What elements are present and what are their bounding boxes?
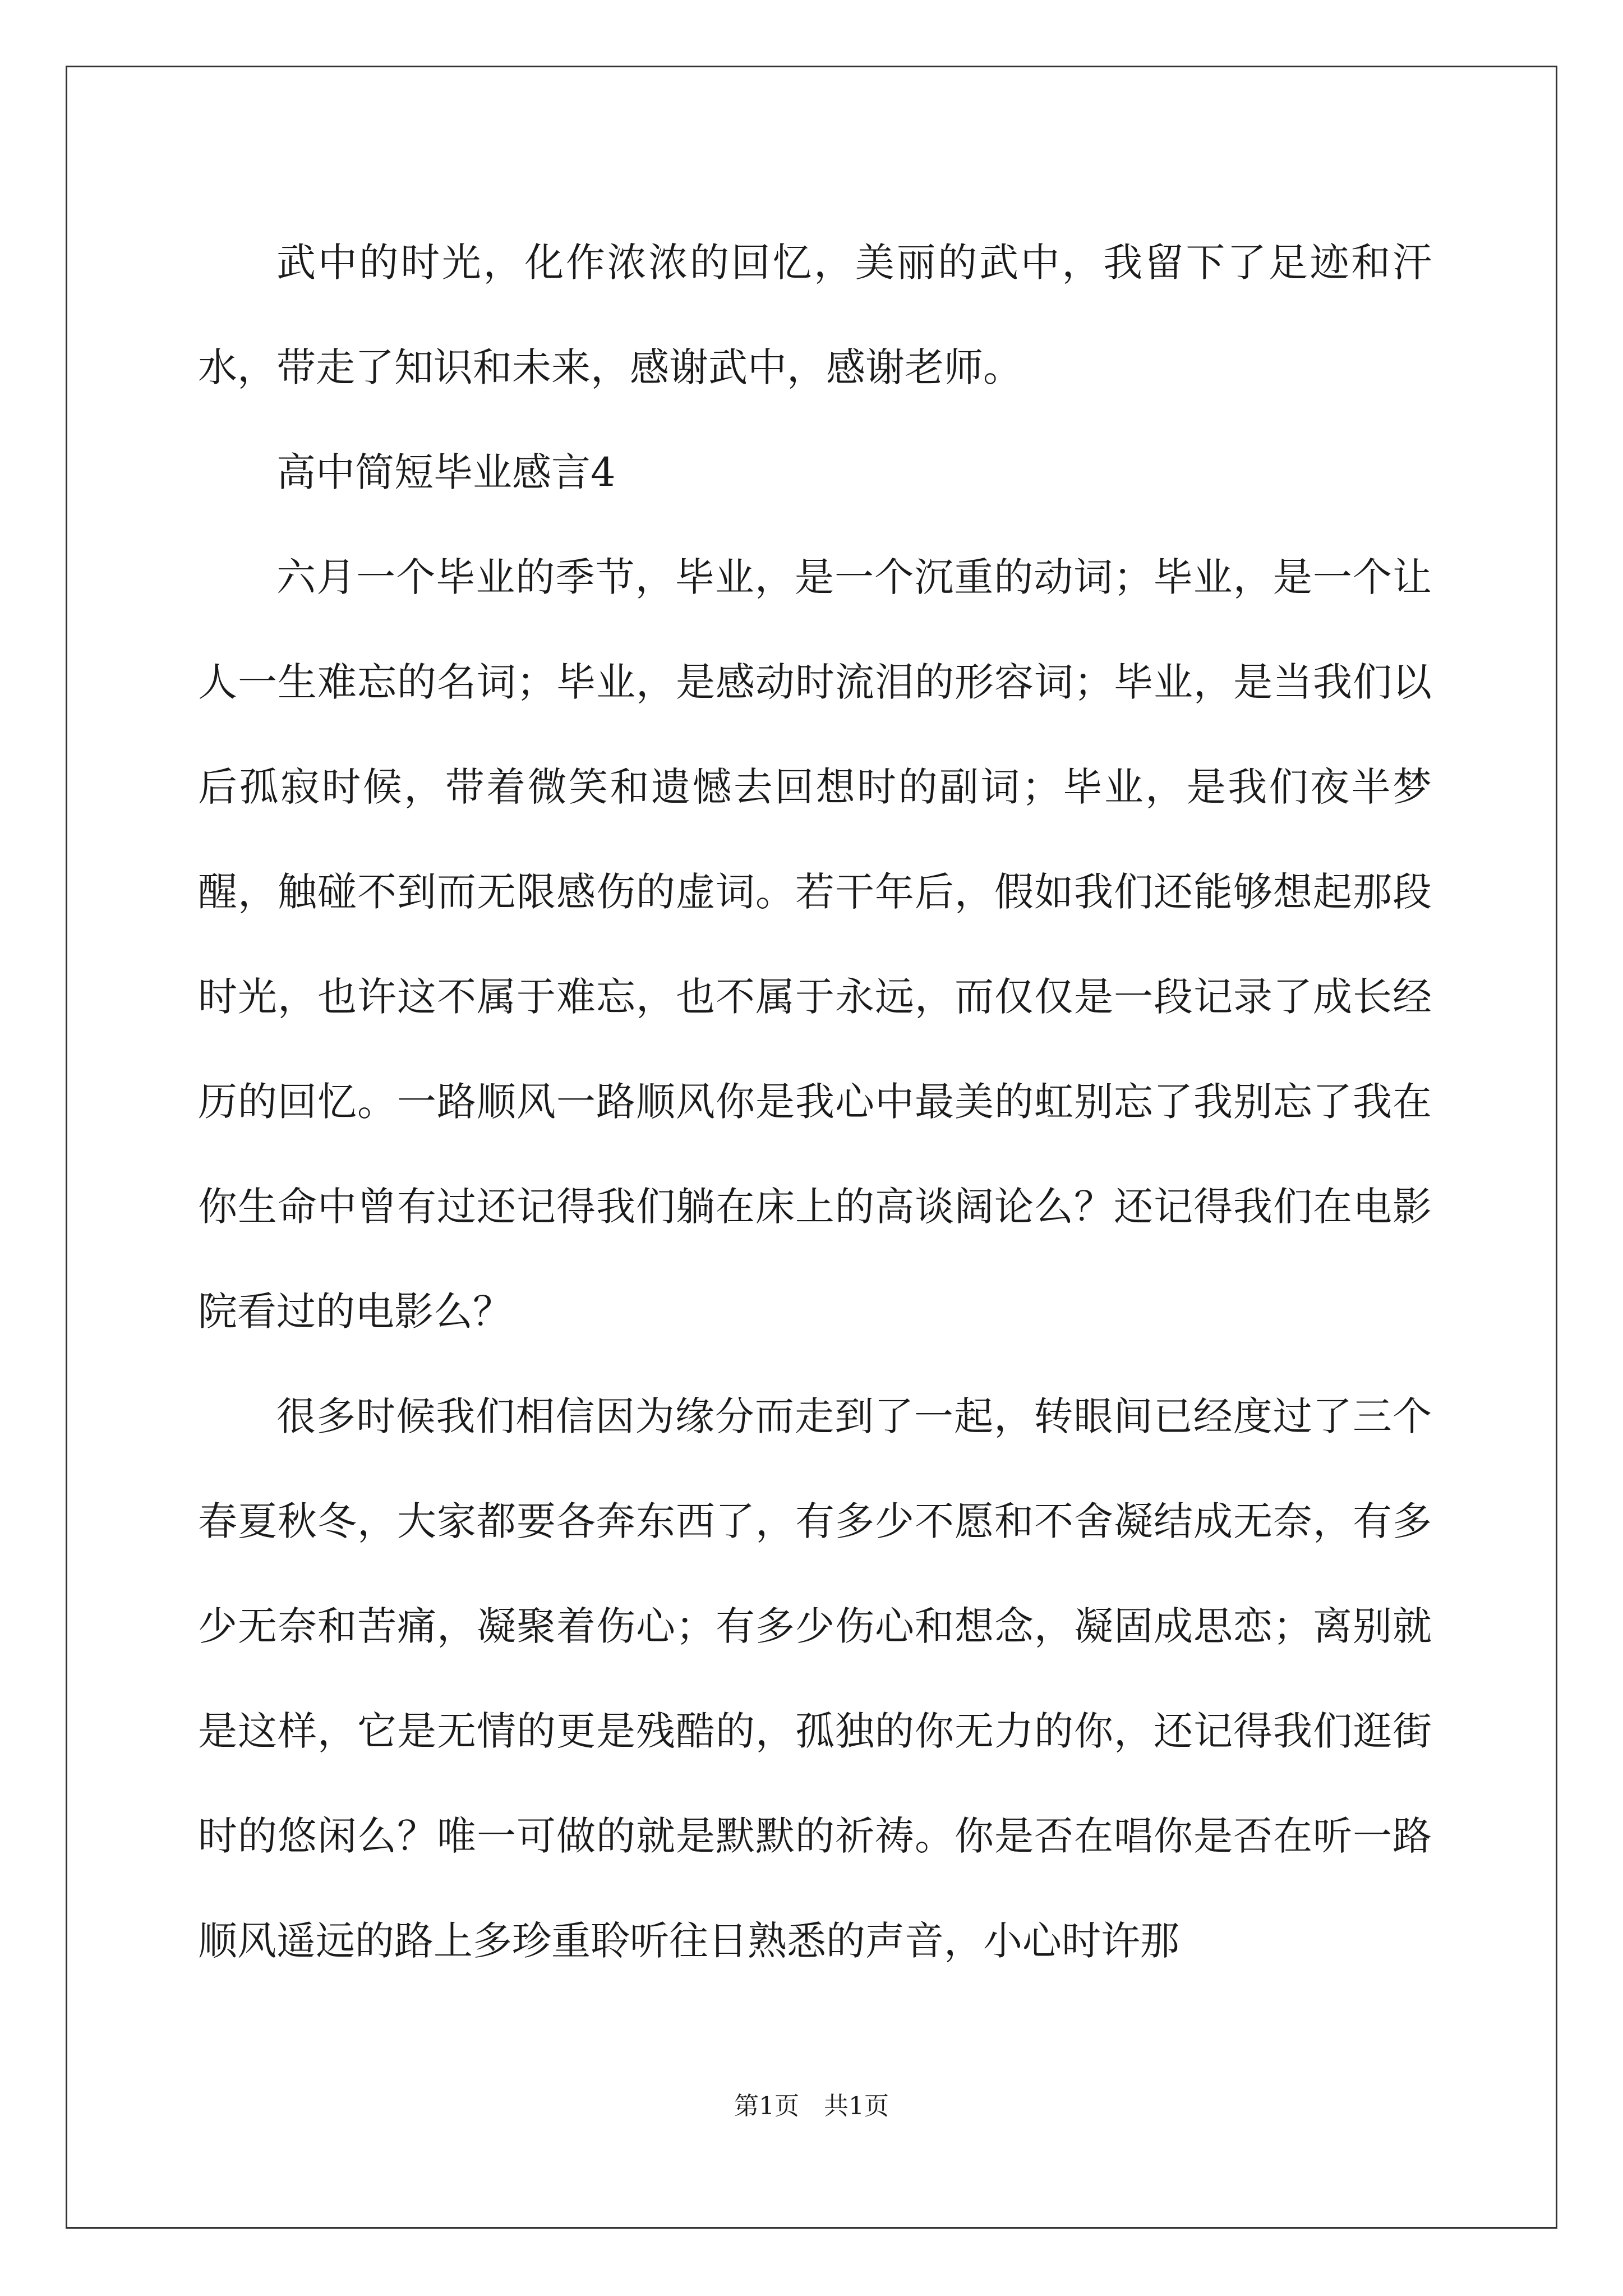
page-footer: 第1页 共1页	[734, 2092, 889, 2120]
paragraph: 武中的时光，化作浓浓的回忆，美丽的武中，我留下了足迹和汗水，带走了知识和未来，感谢武中，感谢老师。	[198, 240, 1432, 390]
paragraph: 六月一个毕业的季节，毕业，是一个沉重的动词；毕业，是一个让人一生难忘的名词；毕业，是感动时流泪的形容词；毕业，是当我们以后孤寂时候，带着微笑和遗憾去回想时的副词；毕业，是我们夜半梦醒，触碰不到而无限感伤的虚词。若干年后，假如我们还能够想起那段时光，也许这不属于难忘，也不属于永远，而仅仅是一段记录了成长经历的回忆。一路顺风一路顺风你是我心中最美的虹别忘了我别忘了我在你生命中曾有过还记得我们躺在床上的高谈阔论么？还记得我们在电影院看过的电影么？	[198, 554, 1432, 1335]
section-heading: 高中简短毕业感言4	[276, 449, 616, 495]
paragraph: 很多时候我们相信因为缘分而走到了一起，转眼间已经度过了三个春夏秋冬，大家都要各奔东西了，有多少不愿和不舍凝结成无奈，有多少无奈和苦痛，凝聚着伤心；有多少伤心和想念，凝固成思恋；离别就是这样，它是无情的更是残酷的，孤独的你无力的你，还记得我们逛街时的悠闲么？唯一可做的就是默默的祈祷。你是否在唱你是否在听一路顺风遥远的路上多珍重聆听往日熟悉的声音，小心时许那	[198, 1393, 1432, 1964]
document-body	[198, 210, 1432, 1994]
